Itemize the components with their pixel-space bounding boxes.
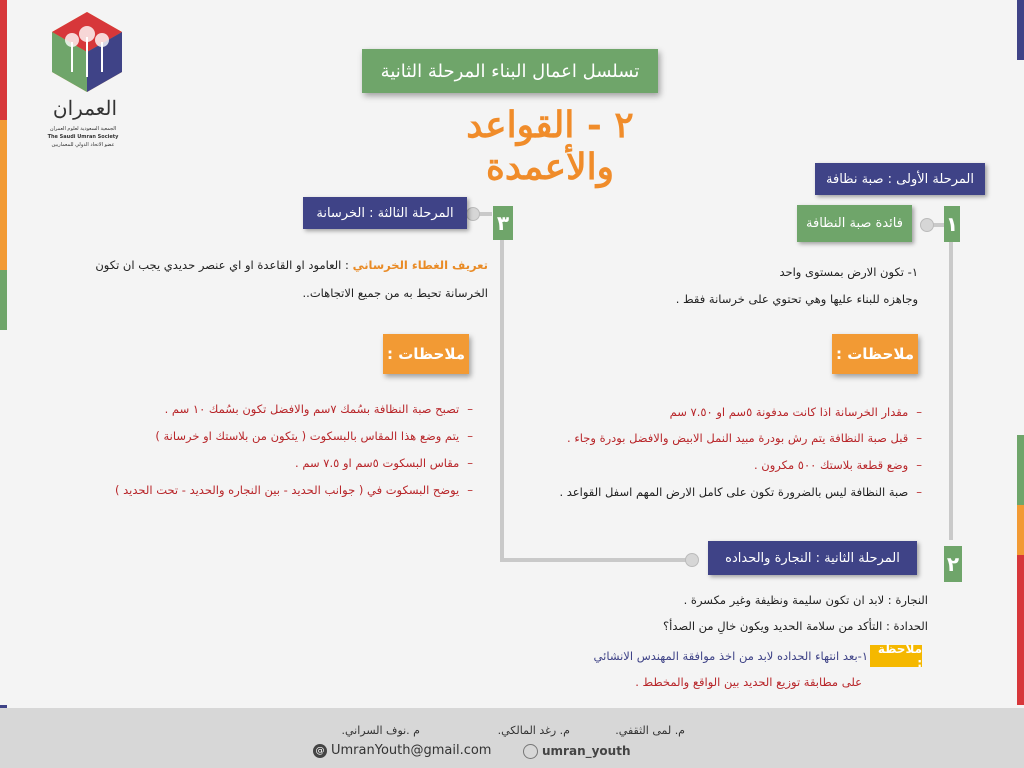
stage1-line-2: وجاهزه للبناء عليها وهي تحتوي على خرسانة فقط . (675, 292, 918, 306)
notes-right-item: –وضع قطعة بلاستك ٥٠٠ مكرون . (753, 458, 922, 472)
connector-dot-stage1 (920, 218, 934, 232)
footer-name-3: م .نوف السراني. (341, 724, 420, 737)
connector-right-vertical (949, 240, 953, 540)
stage3-number: ٣ (493, 206, 513, 240)
page-subtitle: ٢ - القواعد والأعمدة (466, 104, 634, 188)
stage2-note-line2: على مطابقة توزيع الحديد بين الواقع والمخطط . (635, 675, 862, 689)
notes-left-item: –مقاس البسكوت ٥سم او ٧.٥ سم . (295, 456, 473, 470)
stage3-definition-line2: الخرسانة تحيط به من جميع الاتجاهات.. (302, 286, 488, 300)
notes-right-label: ملاحظات : (832, 334, 918, 374)
edge-bar-red-right (1017, 555, 1024, 705)
notes-right-item: –صبة النظافة ليس بالضرورة تكون على كامل الارض المهم اسفل القواعد . (559, 485, 922, 499)
stage3-definition-title: تعريف الغطاء الخرساني (352, 258, 488, 272)
stage1-section-label: المرحلة الأولى : صبة نظافة (815, 163, 985, 195)
logo-subtitle-ar2: عضو الاتحاد الدولي للمعماريين (51, 142, 115, 148)
stage2-note-label: ملاحظة : (870, 645, 922, 667)
notes-left-item: –يتم وضع هذا المقاس بالبسكوت ( يتكون من بلاستك او خرسانة ) (155, 429, 473, 443)
connector-dot-stage2 (685, 553, 699, 567)
footer-handle[interactable]: umran_youth (542, 744, 631, 758)
notes-left-label: ملاحظات : (383, 334, 469, 374)
footer-email[interactable]: UmranYouth@gmail.com (331, 743, 492, 758)
stage2-carpentry: النجارة : لابد ان تكون سليمة ونظيفة وغير مكسرة . (683, 593, 928, 607)
instagram-icon (523, 744, 538, 759)
notes-left-item: –يوضح البسكوت في ( جوانب الحديد - بين النجاره والحديد - تحت الحديد ) (115, 483, 473, 497)
footer-bar (0, 708, 1024, 768)
stage3-definition: تعريف الغطاء الخرساني : العامود او القاعدة او اي عنصر حديدي يجب ان تكون (95, 258, 488, 272)
connector-dot-stage3 (466, 207, 480, 221)
connector-left-vertical (500, 240, 504, 562)
connector-stage2 (500, 558, 692, 562)
logo-subtitle-ar: الجمعية السعودية لعلوم العمران (49, 126, 117, 132)
edge-bar-red-left (0, 0, 7, 120)
stage1-number: ١ (944, 206, 960, 242)
edge-bar-orange-right (1017, 505, 1024, 555)
edge-bar-green-right (1017, 435, 1024, 505)
footer-name-1: م. لمى الثقفي. (615, 724, 685, 737)
page-title: تسلسل اعمال البناء المرحلة الثانية (362, 49, 658, 93)
edge-bar-navy-right (1017, 0, 1024, 60)
email-icon: @ (313, 744, 327, 758)
notes-right-item: –مقدار الخرسانة اذا كانت مدفونة ٥سم او ٧.٥٠ سم (669, 405, 922, 419)
stage2-note-text: ١-بعد انتهاء الحداده لابد من اخذ موافقة المهندس الانشائي (593, 649, 868, 663)
logo-arabic-name: العمران (52, 96, 118, 120)
stage2-label: المرحلة الثانية : النجارة والحداده (708, 541, 917, 575)
stage1-label: فائدة صبة النظافة (797, 205, 912, 242)
logo-subtitle-en: The Saudi Umran Society (47, 134, 119, 140)
society-logo (52, 12, 122, 92)
edge-bar-green-left (0, 270, 7, 330)
stage2-smithing: الحدادة : التأكد من سلامة الحديد ويكون خالِ من الصدأ؟ (663, 619, 928, 633)
stage1-line-1: ١- تكون الارض بمستوى واحد (779, 265, 918, 279)
edge-bar-orange-left (0, 120, 7, 270)
notes-left-item: –تصبح صبة النظافة بسُمك ٧سم والافضل تكون بسُمك ١٠ سم . (164, 402, 473, 416)
footer-name-2: م. رغد المالكي. (497, 724, 570, 737)
stage3-label: المرحلة الثالثة : الخرسانة (303, 197, 467, 229)
notes-right-item: –قبل صبة النظافة يتم رش بودرة مبيد النمل الابيض والافضل بودرة وجاء . (567, 431, 922, 445)
stage2-number: ٢ (944, 546, 962, 582)
